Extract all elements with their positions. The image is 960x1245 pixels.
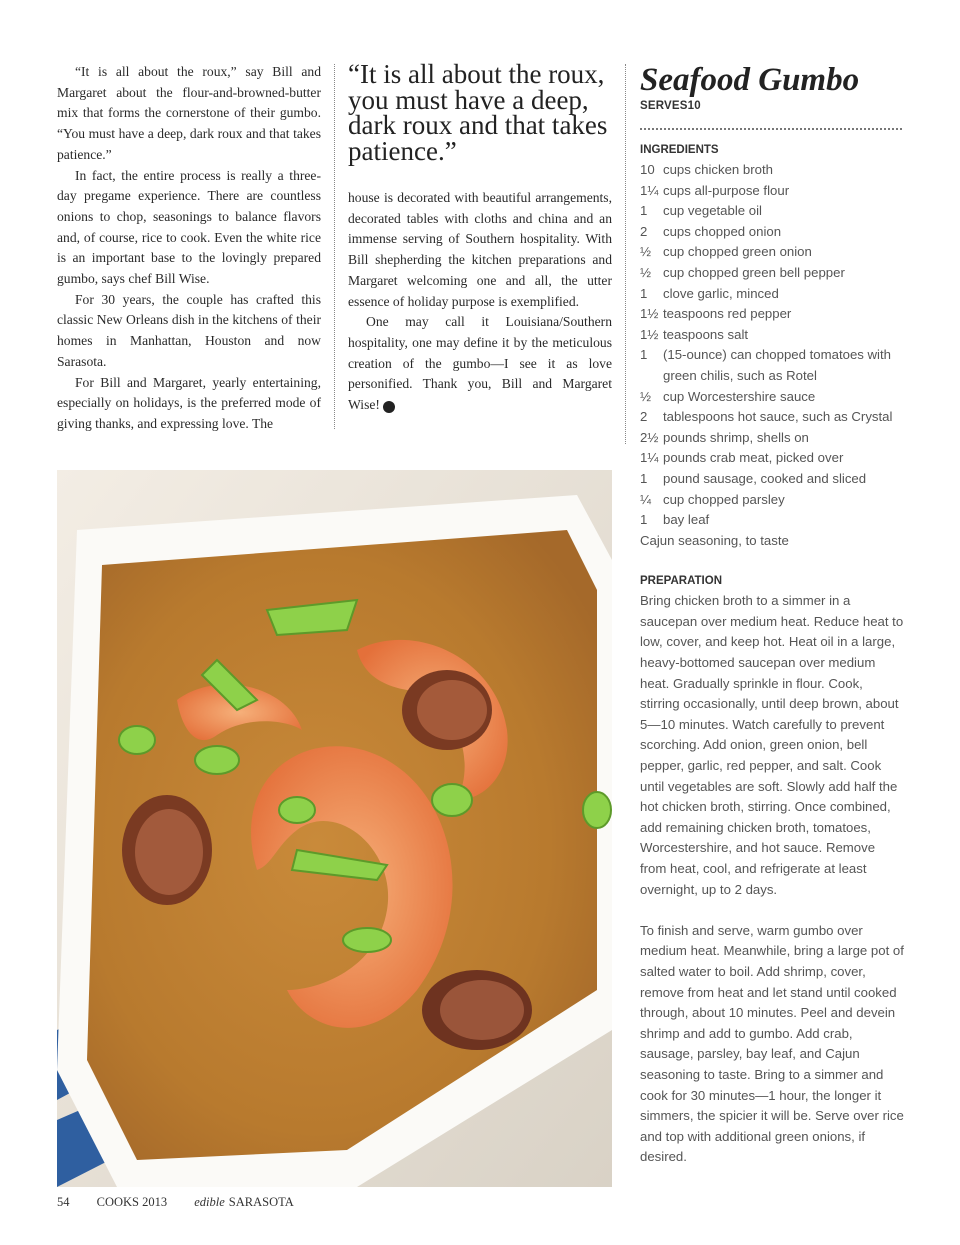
ingredient-text: cup chopped green onion xyxy=(663,244,812,260)
ingredient-tail: Cajun seasoning, to taste xyxy=(640,532,789,548)
ingredient-item xyxy=(640,201,905,222)
ingredient-quantity: 1 xyxy=(640,512,648,528)
ingredient-item xyxy=(640,325,905,346)
ingredient-text: bay leaf xyxy=(663,512,710,528)
article-paragraph: house is decorated with beautiful arrangements, decorated tables with cloths and china and an immense serving of Southern hospitality. With Bill shepherding the kitchen preparations and Margaret welcoming one and all, the utter essence of holiday purpose is exemplified. xyxy=(348,190,612,309)
ingredient-text: tablespoons hot sauce, such as Crystal xyxy=(663,409,893,425)
ingredient-item xyxy=(640,160,905,181)
ingredient-item xyxy=(640,490,905,511)
ingredient-quantity: 2 xyxy=(640,223,648,239)
article-column-1 xyxy=(57,62,321,435)
ingredient-item xyxy=(640,510,905,531)
ingredient-text: cup Worcestershire sauce xyxy=(663,388,816,404)
ingredient-quantity: 1 xyxy=(640,203,648,219)
ingredient-quantity: 1½ xyxy=(640,326,659,342)
ingredient-quantity: 2½ xyxy=(640,429,659,445)
ingredient-item xyxy=(640,428,905,449)
ingredient-text: cup vegetable oil xyxy=(663,203,762,219)
ingredient-item xyxy=(640,242,905,263)
ingredient-item xyxy=(640,181,905,202)
ingredient-quantity: 1½ xyxy=(640,306,659,322)
ingredient-text: (15-ounce) can chopped tomatoes with green chilis, such as Rotel xyxy=(663,347,891,383)
article-column-2 xyxy=(348,59,612,416)
recipe-title: Seafood Gumbo xyxy=(640,62,860,98)
page-number: 54 xyxy=(57,1195,70,1209)
ingredient-text: cup chopped parsley xyxy=(663,491,785,507)
ingredient-quantity: 1 xyxy=(640,347,648,363)
ingredient-quantity: ½ xyxy=(640,264,651,280)
column-divider xyxy=(334,64,335,429)
ingredient-quantity: 1 xyxy=(640,285,648,301)
ingredient-item xyxy=(640,448,905,469)
ingredient-quantity: ½ xyxy=(640,388,651,404)
issue-label: COOKS 2013 xyxy=(96,1195,168,1209)
ingredient-quantity: 1¼ xyxy=(640,450,659,466)
end-mark-icon: e xyxy=(383,401,395,413)
ingredient-item xyxy=(640,345,905,386)
ingredient-text: teaspoons red pepper xyxy=(663,306,792,322)
ingredient-text: pound sausage, cooked and sliced xyxy=(663,470,867,486)
ingredient-item xyxy=(640,284,905,305)
recipe-serves: SERVES10 xyxy=(640,100,701,112)
article-paragraph: For 30 years, the couple has crafted this classic New Orleans dish in the kitchens of their homes in Manhattan, Houston and now Sarasota. xyxy=(57,291,321,369)
dotted-separator xyxy=(640,128,902,130)
ingredient-item xyxy=(640,387,905,408)
ingredient-text: pounds crab meat, picked over xyxy=(663,450,844,466)
column-divider xyxy=(625,64,626,444)
page-footer xyxy=(57,1195,318,1210)
ingredient-text: cup chopped green bell pepper xyxy=(663,264,845,280)
preparation-heading: PREPARATION xyxy=(640,575,722,588)
ingredient-quantity: 2 xyxy=(640,409,648,425)
ingredient-item xyxy=(640,304,905,325)
article-paragraph xyxy=(348,312,612,416)
gumbo-photo xyxy=(57,470,612,1187)
preparation-paragraph: Bring chicken broth to a simmer in a saucepan over medium heat. Reduce heat to low, cover, and keep hot. Heat oil in a large, heavy-bottomed saucepan over medium heat. Gradually sprinkle in flour. Cook, stirring occasionally, until deep brown, about 5—10 minutes. Watch carefully to prevent scorching. Add onion, green onion, bell pepper, garlic, red pepper, and salt. Cook until vegetables are soft. Slowly add half the hot chicken broth, stirring. Once combined, add remaining chicken broth, tomatoes, Worcestershire, and hot sauce. Remove from heat, cool, and refrigerate at least overnight, up to 2 days. xyxy=(640,593,904,897)
ingredient-text: cups chopped onion xyxy=(663,223,782,239)
preparation-paragraph: To finish and serve, warm gumbo over medium heat. Meanwhile, bring a large pot of salted water to boil. Add shrimp, cover, remove from heat and let stand until cooked through, about 10 minutes. Peel and devein shrimp and add to gumbo. Add crab, sausage, parsley, bay leaf, and Cajun seasoning to taste. Bring to a simmer and cook for 30 minutes—1 hour, the longer it simmers, the spicier it will be. Serve over rice and top with additional green onions, if desired. xyxy=(640,922,904,1165)
recipe-panel xyxy=(640,62,905,1189)
ingredient-text: teaspoons salt xyxy=(663,326,749,342)
ingredient-quantity: ¼ xyxy=(640,491,651,507)
ingredient-item xyxy=(640,263,905,284)
ingredient-quantity: 1¼ xyxy=(640,182,659,198)
ingredient-text: pounds shrimp, shells on xyxy=(663,429,809,445)
ingredient-item xyxy=(640,222,905,243)
ingredient-text: cups chicken broth xyxy=(663,162,773,177)
gumbo-photo-illustration xyxy=(57,470,612,1187)
ingredients-list xyxy=(640,160,905,531)
ingredient-item xyxy=(640,407,905,428)
pull-quote: “It is all about the roux, you must have a deep, dark roux and that takes patience.” xyxy=(348,59,608,166)
article-paragraph: “It is all about the roux,” say Bill and Margaret about the flour-and-browned-butter mix that forms the cornerstone of their gumbo. “You must have a deep, dark roux and that takes patience.” xyxy=(57,64,321,162)
ingredients-heading: INGREDIENTS xyxy=(640,144,719,156)
brand-edible: edible xyxy=(194,1195,225,1209)
ingredient-item xyxy=(640,469,905,490)
preparation-steps xyxy=(640,591,905,1168)
brand-city: SARASOTA xyxy=(228,1195,294,1209)
ingredient-quantity: 1 xyxy=(640,470,648,486)
ingredient-text: cups all-purpose flour xyxy=(663,182,790,198)
ingredient-quantity: ½ xyxy=(640,244,651,260)
article-paragraph: For Bill and Margaret, yearly entertaining, especially on holidays, is the preferred mode of giving thanks, and expressing love. The xyxy=(57,374,321,431)
ingredient-text: clove garlic, minced xyxy=(663,285,779,301)
article-paragraph: In fact, the entire process is really a three-day pregame experience. There are countless onions to chop, seasonings to balance flavors and, of course, rice to cook. Even the white rice is an important base to the lovingly prepared gumbo, says chef Bill Wise. xyxy=(57,167,321,287)
ingredient-quantity: 10 xyxy=(640,162,655,177)
article-paragraph-text: One may call it Louisiana/Southern hospitality, one may define it by the meticulous creation of the gumbo—I see it as love personified. Thank you, Bill and Margaret Wise! xyxy=(348,314,612,413)
